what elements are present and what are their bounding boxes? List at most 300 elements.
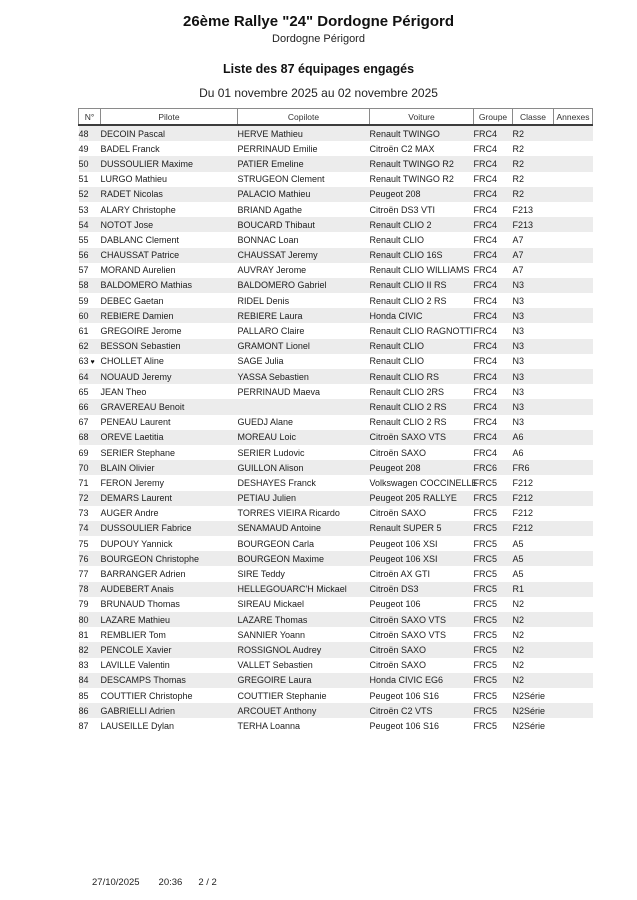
entry-pilote: [101, 202, 238, 217]
table-row: [79, 673, 593, 688]
entry-annexes: [554, 187, 593, 202]
entry-classe: F212: [512, 508, 534, 519]
entry-number: 57: [78, 265, 89, 276]
entry-copilote: TERHA Loanna: [237, 720, 301, 731]
entry-groupe: FRC5: [473, 705, 498, 716]
entry-groupe: FRC4: [473, 265, 498, 276]
list-title: Liste des 87 équipages engagés: [222, 62, 415, 76]
table-row: [79, 642, 593, 657]
entry-pilote: [101, 172, 238, 187]
entry-classe: N2Série: [512, 690, 546, 701]
entry-groupe: FRC4: [473, 128, 498, 139]
entry-classe: N3: [512, 371, 525, 382]
entry-pilote: [101, 248, 238, 263]
entry-number: 84: [78, 675, 89, 686]
entry-number: 87: [78, 720, 89, 731]
entry-annexes: [554, 125, 593, 141]
entry-groupe: FRC4: [473, 386, 498, 397]
entry-voiture: Citroën SAXO VTS: [369, 432, 447, 443]
entry-copilote: AUVRAY Jerome: [237, 265, 307, 276]
entry-annexes: [554, 491, 593, 506]
entry-classe: N3: [512, 401, 525, 412]
entry-classe: N3: [512, 417, 525, 428]
entry-number: 69: [78, 447, 89, 458]
entry-number: 75: [78, 538, 89, 549]
entry-pilote: [101, 323, 238, 338]
entry-pilote: [101, 232, 238, 247]
entry-voiture: Renault CLIO 2 RS: [369, 417, 447, 428]
entry-groupe: FRC6: [473, 462, 498, 473]
table-row: [79, 597, 593, 612]
entry-copilote: BOUCARD Thibaut: [237, 219, 315, 230]
pilote-name: MORAND Aurelien: [100, 265, 176, 276]
footer-time: 20:36: [158, 877, 183, 888]
entry-voiture: Peugeot 106 XSI: [369, 553, 438, 564]
entry-voiture: Peugeot 208: [369, 462, 421, 473]
entry-groupe: FRC4: [473, 204, 498, 215]
table-row: [79, 445, 593, 460]
pilote-name: DUSSOULIER Fabrice: [100, 523, 192, 534]
entry-annexes: [554, 506, 593, 521]
entry-classe: R2: [512, 143, 525, 154]
entry-pilote: [101, 460, 238, 475]
entry-classe: N2: [512, 629, 525, 640]
entry-groupe: FRC5: [473, 690, 498, 701]
entry-number: 77: [78, 569, 89, 580]
date-range: Du 01 novembre 2025 au 02 novembre 2025: [199, 86, 438, 100]
entry-pilote: [101, 597, 238, 612]
entry-number: 61: [78, 326, 89, 337]
entry-groupe: FRC4: [473, 158, 498, 169]
table-row: [79, 521, 593, 536]
table-row: [79, 703, 593, 718]
entry-pilote: [101, 718, 238, 733]
entry-classe: R2: [512, 158, 525, 169]
entry-groupe: FRC5: [473, 508, 498, 519]
entry-annexes: [554, 536, 593, 551]
entry-pilote: [101, 293, 238, 308]
entry-annexes: [554, 415, 593, 430]
entry-annexes: [554, 278, 593, 293]
entry-annexes: [554, 658, 593, 673]
entry-groupe: FRC4: [473, 250, 498, 261]
table-row: [79, 430, 593, 445]
entry-voiture: Peugeot 106 S16: [369, 690, 440, 701]
entry-voiture: Renault CLIO: [369, 356, 425, 367]
entry-copilote: TORRES VIEIRA Ricardo: [237, 508, 340, 519]
entry-groupe: FRC4: [473, 280, 498, 291]
pilote-name: DABLANC Clement: [100, 234, 180, 245]
entry-number: 58: [78, 280, 89, 291]
entry-classe: A7: [512, 250, 524, 261]
entry-classe: N2: [512, 644, 525, 655]
entry-number: 83: [78, 660, 89, 671]
entry-classe: F213: [512, 219, 534, 230]
entry-classe: N3: [512, 341, 525, 352]
entry-copilote: HERVE Mathieu: [237, 128, 303, 139]
entry-classe: N3: [512, 326, 525, 337]
entry-number: 67: [78, 417, 89, 428]
pilote-name: GREGOIRE Jerome: [100, 326, 182, 337]
entry-annexes: [554, 475, 593, 490]
entries-table: [78, 108, 593, 734]
entry-copilote: SENAMAUD Antoine: [237, 523, 322, 534]
entry-voiture: Peugeot 106 S16: [369, 720, 440, 731]
entry-number: 70: [78, 462, 89, 473]
entry-copilote: PETIAU Julien: [237, 493, 297, 504]
table-row: [79, 551, 593, 566]
entry-pilote: [101, 582, 238, 597]
table-row: [79, 612, 593, 627]
table-row: [79, 339, 593, 354]
entry-pilote: ♥ CHOLLET Aline: [90, 356, 164, 367]
entry-number: 56: [78, 250, 89, 261]
entry-copilote: CHAUSSAT Jeremy: [237, 250, 318, 261]
entry-copilote: PALLARO Claire: [237, 326, 305, 337]
table-body: [79, 125, 593, 734]
table-row: [79, 202, 593, 217]
entry-annexes: [554, 308, 593, 323]
entry-annexes: [554, 551, 593, 566]
table-row: [79, 308, 593, 323]
entry-voiture: Renault CLIO 2RS: [369, 386, 445, 397]
entry-groupe: FRC5: [473, 599, 498, 610]
pilote-name: DECOIN Pascal: [100, 128, 166, 139]
col-header-pilote: Pilote: [101, 109, 238, 126]
entry-pilote: [101, 445, 238, 460]
entry-pilote: [101, 125, 238, 141]
entry-groupe: FRC4: [473, 401, 498, 412]
entry-pilote: [101, 369, 238, 384]
entry-annexes: [554, 293, 593, 308]
entry-groupe: FRC5: [473, 538, 498, 549]
table-row: [79, 566, 593, 581]
entry-number: 65: [78, 386, 89, 397]
entry-copilote: DESHAYES Franck: [237, 477, 316, 488]
entry-copilote: SIRE Teddy: [237, 569, 285, 580]
entry-voiture: Volkswagen COCCINELLE: [369, 477, 478, 488]
entry-voiture: Citroën SAXO: [369, 644, 427, 655]
entry-voiture: Citroën SAXO: [369, 447, 427, 458]
entry-annexes: [554, 445, 593, 460]
entry-groupe: FRC5: [473, 644, 498, 655]
entry-number: 52: [78, 189, 89, 200]
entry-classe: N3: [512, 386, 525, 397]
entry-voiture: Citroën DS3: [369, 584, 419, 595]
entry-groupe: FRC5: [473, 523, 498, 534]
entry-copilote: GREGOIRE Laura: [237, 675, 312, 686]
entry-classe: N2Série: [512, 720, 546, 731]
entry-copilote: LAZARE Thomas: [237, 614, 308, 625]
entry-annexes: [554, 232, 593, 247]
entry-copilote: SAGE Julia: [237, 356, 284, 367]
entry-pilote: [101, 263, 238, 278]
entry-classe: N3: [512, 280, 525, 291]
entry-annexes: [554, 627, 593, 642]
entry-voiture: Renault CLIO 2: [369, 219, 432, 230]
pilote-name: GRAVEREAU Benoit: [100, 401, 185, 412]
entry-pilote: [101, 187, 238, 202]
entry-classe: N2: [512, 660, 525, 671]
entry-copilote: STRUGEON Clement: [237, 174, 325, 185]
entry-copilote: [238, 399, 370, 414]
table-row: [79, 323, 593, 338]
entry-voiture: Citroën SAXO: [369, 660, 427, 671]
entry-voiture: Honda CIVIC EG6: [369, 675, 444, 686]
footer-date: 27/10/2025: [92, 877, 140, 888]
entry-groupe: FRC5: [473, 584, 498, 595]
entry-groupe: FRC5: [473, 629, 498, 640]
entry-copilote: GRAMONT Lionel: [237, 341, 310, 352]
entry-number: 79: [78, 599, 89, 610]
entry-classe: R2: [512, 174, 525, 185]
entry-number: 63: [78, 356, 89, 367]
table-row: [79, 125, 593, 141]
entry-voiture: Renault CLIO II RS: [369, 280, 447, 291]
entry-annexes: [554, 673, 593, 688]
entry-pilote: [101, 566, 238, 581]
pilote-name: GABRIELLI Adrien: [100, 705, 176, 716]
entry-annexes: [554, 354, 593, 369]
page-footer: [92, 877, 217, 888]
pilote-name: DESCAMPS Thomas: [100, 675, 186, 686]
table-row: [79, 688, 593, 703]
entry-groupe: FRC4: [473, 432, 498, 443]
col-header-voiture: Voiture: [370, 109, 474, 126]
entry-groupe: FRC4: [473, 189, 498, 200]
entry-groupe: FRC4: [473, 341, 498, 352]
table-row: [79, 491, 593, 506]
entry-classe: A7: [512, 234, 524, 245]
pilote-name: RADET Nicolas: [100, 189, 163, 200]
entry-copilote: ROSSIGNOL Audrey: [237, 644, 322, 655]
entry-copilote: ARCOUET Anthony: [237, 705, 317, 716]
entry-voiture: Renault CLIO WILLIAMS: [369, 265, 470, 276]
entry-groupe: FRC4: [473, 310, 498, 321]
entry-groupe: FRC4: [473, 447, 498, 458]
entry-groupe: FRC4: [473, 326, 498, 337]
entry-voiture: Citroën SAXO VTS: [369, 614, 447, 625]
entry-groupe: FRC4: [473, 371, 498, 382]
entry-copilote: RIDEL Denis: [237, 295, 290, 306]
col-header-classe: Classe: [513, 109, 554, 126]
pilote-name: BESSON Sebastien: [100, 341, 181, 352]
entry-number: 51: [78, 174, 89, 185]
entry-number: 81: [78, 629, 89, 640]
entry-pilote: [101, 536, 238, 551]
entry-annexes: [554, 612, 593, 627]
entry-voiture: Citroën C2 MAX: [369, 143, 435, 154]
pilote-name: REMBLIER Tom: [100, 629, 166, 640]
table-header: [79, 109, 593, 126]
entry-groupe: FRC4: [473, 174, 498, 185]
entry-classe: N3: [512, 310, 525, 321]
entry-copilote: COUTTIER Stephanie: [237, 690, 327, 701]
entry-classe: A5: [512, 538, 524, 549]
pilote-name: OREVE Laetitia: [100, 432, 164, 443]
entry-copilote: HELLEGOUARC'H Mickael: [237, 584, 347, 595]
entry-copilote: MOREAU Loic: [237, 432, 297, 443]
entry-classe: A5: [512, 553, 524, 564]
pilote-name: BOURGEON Christophe: [100, 553, 200, 564]
entry-classe: N2: [512, 614, 525, 625]
entry-copilote: BALDOMERO Gabriel: [237, 280, 327, 291]
entry-groupe: FRC5: [473, 553, 498, 564]
entry-groupe: FRC5: [473, 614, 498, 625]
table-row: [79, 658, 593, 673]
col-header-num: N°: [79, 109, 101, 126]
table-row: [79, 475, 593, 490]
page-title: 26ème Rallye "24" Dordogne Périgord: [183, 13, 454, 30]
table-row: [79, 156, 593, 171]
entry-pilote: [101, 658, 238, 673]
entry-annexes: [554, 217, 593, 232]
entry-voiture: Renault CLIO RAGNOTTI: [369, 326, 474, 337]
entry-voiture: Peugeot 106: [369, 599, 421, 610]
entry-number: 86: [78, 705, 89, 716]
entry-annexes: [554, 688, 593, 703]
entry-number: 78: [78, 584, 89, 595]
entry-copilote: REBIERE Laura: [237, 310, 303, 321]
entry-copilote: SIREAU Mickael: [237, 599, 305, 610]
entry-classe: A6: [512, 432, 524, 443]
entry-number: 64: [78, 371, 89, 382]
entry-voiture: Citroën C2 VTS: [369, 705, 433, 716]
entry-voiture: Citroën SAXO: [369, 508, 427, 519]
entry-annexes: [554, 141, 593, 156]
entry-copilote: BOURGEON Maxime: [237, 553, 325, 564]
pilote-name: FERON Jeremy: [100, 477, 165, 488]
entry-pilote: [101, 384, 238, 399]
entry-groupe: FRC5: [473, 660, 498, 671]
entry-number: 49: [78, 143, 89, 154]
page-subtitle: Dordogne Périgord: [272, 33, 365, 45]
pilote-name: CHOLLET Aline: [100, 356, 164, 367]
entry-number: 74: [78, 523, 89, 534]
entry-pilote: [101, 217, 238, 232]
pilote-name: PENCOLE Xavier: [100, 644, 172, 655]
pilote-name: ALARY Christophe: [100, 204, 176, 215]
entry-voiture: Renault CLIO: [369, 234, 425, 245]
table-row: [79, 248, 593, 263]
pilote-name: BRUNAUD Thomas: [100, 599, 180, 610]
entry-annexes: [554, 369, 593, 384]
entry-copilote: PERRINAUD Maeva: [237, 386, 321, 397]
pilote-name: DEMARS Laurent: [100, 493, 173, 504]
entry-voiture: Renault CLIO 16S: [369, 250, 443, 261]
entry-voiture: Honda CIVIC: [369, 310, 423, 321]
entry-voiture: Renault TWINGO: [369, 128, 440, 139]
entry-classe: A5: [512, 569, 524, 580]
pilote-name: SERIER Stephane: [100, 447, 176, 458]
entry-annexes: [554, 597, 593, 612]
entry-pilote: [101, 156, 238, 171]
entry-pilote: [101, 475, 238, 490]
entry-number: 53: [78, 204, 89, 215]
entry-voiture: Renault CLIO 2 RS: [369, 401, 447, 412]
entry-classe: N2: [512, 675, 525, 686]
entry-annexes: [554, 339, 593, 354]
table-row: [79, 536, 593, 551]
entry-classe: N2Série: [512, 705, 546, 716]
entry-voiture: Renault CLIO RS: [369, 371, 440, 382]
entry-groupe: FRC5: [473, 493, 498, 504]
entry-number: 62: [78, 341, 89, 352]
entry-classe: A7: [512, 265, 524, 276]
table-row: [79, 582, 593, 597]
entry-annexes: [554, 566, 593, 581]
table-row: [79, 278, 593, 293]
entry-number: 68: [78, 432, 89, 443]
entry-voiture: Renault SUPER 5: [369, 523, 442, 534]
table-row: [79, 506, 593, 521]
entry-number: 85: [78, 690, 89, 701]
entry-classe: F213: [512, 204, 534, 215]
entry-annexes: [554, 399, 593, 414]
entry-copilote: BOURGEON Carla: [237, 538, 315, 549]
entry-copilote: SANNIER Yoann: [237, 629, 306, 640]
entry-pilote: [101, 688, 238, 703]
entry-annexes: [554, 642, 593, 657]
table-row: [79, 354, 593, 369]
entry-classe: R1: [512, 584, 525, 595]
entry-voiture: Peugeot 205 RALLYE: [369, 493, 457, 504]
table-row: [79, 399, 593, 414]
table-row: [79, 217, 593, 232]
pilote-name: DUPOUY Yannick: [100, 538, 173, 549]
entry-classe: F212: [512, 493, 534, 504]
table-row: [79, 187, 593, 202]
table-row: [79, 369, 593, 384]
entry-voiture: Citroën AX GTI: [369, 569, 431, 580]
pilote-name: DUSSOULIER Maxime: [100, 158, 194, 169]
table-row: [79, 415, 593, 430]
table-row: [79, 460, 593, 475]
table-header-row: [79, 109, 593, 126]
entry-annexes: [554, 703, 593, 718]
entry-groupe: FRC5: [473, 720, 498, 731]
pilote-name: LAZARE Mathieu: [100, 614, 171, 625]
pilote-name: JEAN Theo: [100, 386, 147, 397]
entry-groupe: FRC5: [473, 675, 498, 686]
entry-classe: R2: [512, 189, 525, 200]
pilote-name: REBIERE Damien: [100, 310, 174, 321]
entry-voiture: Citroën SAXO VTS: [369, 629, 447, 640]
entry-copilote: YASSA Sebastien: [237, 371, 309, 382]
entry-copilote: GUILLON Alison: [237, 462, 304, 473]
entry-pilote: [101, 612, 238, 627]
entry-classe: FR6: [512, 462, 530, 473]
entry-pilote: [101, 673, 238, 688]
entry-groupe: FRC4: [473, 143, 498, 154]
entry-annexes: [554, 384, 593, 399]
entry-number: 72: [78, 493, 89, 504]
entry-classe: F212: [512, 523, 534, 534]
entry-groupe: FRC5: [473, 477, 498, 488]
entry-number: 71: [78, 477, 89, 488]
entry-pilote: [101, 703, 238, 718]
entry-pilote: [101, 551, 238, 566]
pilote-name: NOTOT Jose: [100, 219, 154, 230]
entry-copilote: BONNAC Loan: [237, 234, 299, 245]
entry-groupe: FRC5: [473, 569, 498, 580]
pilote-name: COUTTIER Christophe: [100, 690, 193, 701]
entry-number: 73: [78, 508, 89, 519]
entry-number: 76: [78, 553, 89, 564]
entry-groupe: FRC4: [473, 219, 498, 230]
entry-copilote: PALACIO Mathieu: [237, 189, 311, 200]
entry-pilote: [101, 430, 238, 445]
